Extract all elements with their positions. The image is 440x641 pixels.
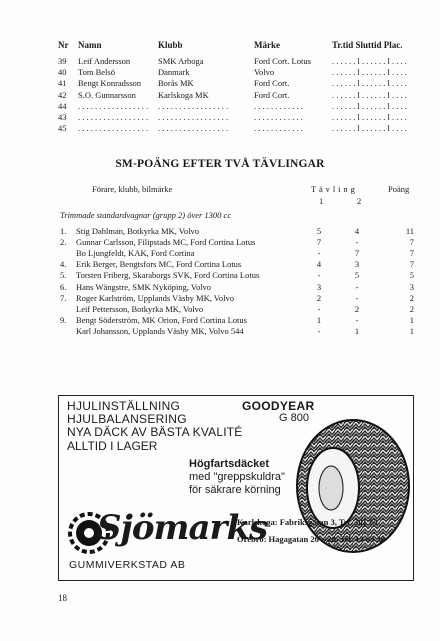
standing-race-2: 2 (354, 303, 360, 314)
standing-race-2: - (355, 281, 359, 292)
standing-race-1: 1 (316, 314, 322, 325)
standing-points: 5 (409, 270, 414, 281)
standing-driver: Gunnar Carlsson, Filipstads MC, Ford Cortina Lotus (76, 237, 256, 248)
ad-tagline-1: Högfartsdäcket (189, 458, 270, 470)
standing-driver: Hans Wängstre, SMK Nyköping, Volvo (76, 281, 212, 292)
entry-nr: 44 (58, 100, 67, 111)
entry-name: . . . . . . . . . . . . . . . . . (78, 123, 149, 134)
standing-driver: Bo Ljungfeldt, KAK, Ford Cortina (76, 248, 195, 259)
entry-club: . . . . . . . . . . . . . . . . . (158, 123, 229, 134)
standing-points: 2 (409, 303, 414, 314)
address-karlskoga: Karlskoga: Fabriksgatan 3, Tel. 301 85 (237, 517, 378, 527)
ad-tagline-3: för säkrare körning (189, 484, 281, 496)
standing-race-2: - (355, 314, 359, 325)
standing-driver: Bengt Söderström, MK Orion, Ford Cortina Lotus (76, 314, 247, 325)
ad-line-4: ALLTID I LAGER (67, 439, 158, 453)
entry-club: . . . . . . . . . . . . . . . . . (158, 112, 229, 122)
entry-nr: 41 (58, 78, 67, 89)
ad-line-3: NYA DÄCK AV BÄSTA KVALITÉ (67, 425, 243, 439)
standing-race-1: 2 (316, 292, 322, 303)
standing-points: 3 (409, 281, 414, 292)
entry-nr: 39 (58, 56, 67, 66)
standing-race-2: - (355, 292, 359, 303)
entry-make: . . . . . . . . . . . . (254, 123, 303, 134)
standing-race-1: 4 (316, 259, 322, 270)
entry-make: Ford Cort. (254, 89, 290, 100)
standing-points: 1 (409, 325, 414, 336)
ad-model: G 800 (279, 412, 309, 424)
entry-make: . . . . . . . . . . . . (254, 100, 303, 111)
standing-points: 1 (409, 314, 414, 325)
col-header-make: Märke (254, 40, 280, 50)
standing-position: 9. (60, 314, 67, 325)
entry-nr: 42 (58, 89, 67, 100)
entry-name: Bengt Konradsson (78, 78, 142, 89)
entry-times: . . . . . . l . . . . . . l . . . . (332, 112, 407, 122)
entry-times: . . . . . . l . . . . . . l . . . . (332, 56, 407, 66)
entry-name: Tom Belsö (78, 67, 115, 78)
standing-race-2: 4 (354, 226, 360, 236)
group-title: Trimmade standardvagnar (grupp 2) över 1300 cc (60, 210, 232, 220)
standing-position: 5. (60, 270, 67, 281)
standing-race-1: 3 (316, 281, 322, 292)
entry-times: . . . . . . l . . . . . . l . . . . (332, 67, 407, 78)
standing-position: 1. (60, 226, 67, 236)
standing-driver: Stig Dahlman, Botkyrka MK, Volvo (76, 226, 199, 236)
standing-race-1: - (317, 270, 321, 281)
standings-col-race-1: 1 (319, 196, 324, 206)
entry-make: Ford Cort. (254, 78, 290, 89)
standings-col-race: T ä v l i n g (311, 184, 356, 194)
entry-times: . . . . . . l . . . . . . l . . . . (332, 78, 407, 89)
col-header-times: Tr.tid Sluttid Plac. (332, 40, 403, 50)
standings-col-race-2: 2 (357, 196, 362, 206)
entry-club: Danmark (158, 67, 190, 78)
entry-club: SMK Arboga (158, 56, 204, 66)
company-logo-script: Sjömarks (97, 508, 268, 548)
col-header-club: Klubb (158, 40, 183, 50)
entry-make: Ford Cort. Lotus (254, 56, 311, 66)
standing-race-2: 3 (354, 259, 360, 270)
standing-points: 11 (405, 226, 414, 236)
standing-race-2: - (355, 237, 359, 248)
entry-club: Borås MK (158, 78, 194, 89)
standing-driver: Leif Pettersson, Botkyrka MK, Volvo (76, 303, 204, 314)
standings-col-points: Poäng (388, 184, 410, 194)
standing-race-1: 7 (316, 237, 322, 248)
entry-club: . . . . . . . . . . . . . . . . . (158, 100, 229, 111)
standing-position: 7. (60, 292, 67, 303)
company-name: GUMMIVERKSTAD AB (69, 559, 186, 571)
col-header-name: Namn (78, 40, 102, 50)
standing-driver: Erik Berger, Bengtsfors MC, Ford Cortina Lotus (76, 259, 242, 270)
page-number: 18 (58, 593, 67, 603)
entry-make: . . . . . . . . . . . . (254, 112, 303, 122)
entry-make: Volvo (254, 67, 275, 78)
ad-brand: GOODYEAR (242, 399, 315, 413)
ad-line-1: HJULINSTÄLLNING (67, 399, 181, 413)
standing-points: 7 (409, 237, 414, 248)
standing-points: 7 (409, 248, 414, 259)
standing-race-1: 5 (316, 226, 322, 236)
standing-position: 4. (60, 259, 67, 270)
entry-times: . . . . . . l . . . . . . l . . . . (332, 123, 407, 134)
standing-race-2: 7 (354, 248, 360, 259)
entry-name: . . . . . . . . . . . . . . . . . (78, 112, 149, 122)
address-orebro: Örebro: Hagagatan 26—28, Tel. 13 03 30 (237, 534, 385, 544)
entry-name: . . . . . . . . . . . . . . . . . (78, 100, 149, 111)
advertisement (58, 395, 414, 581)
standing-points: 2 (409, 292, 414, 303)
entry-times: . . . . . . l . . . . . . l . . . . (332, 89, 407, 100)
standing-driver: Roger Karlström, Upplands Väsby MK, Volvo (76, 292, 234, 303)
ad-tagline-2: med "greppskuldra" (189, 471, 285, 483)
ad-line-2: HJULBALANSERING (67, 412, 187, 426)
col-header-nr: Nr (58, 40, 69, 50)
standing-driver: Torsten Friberg, Skaraborgs SVK, Ford Cortina Lotus (76, 270, 260, 281)
entry-nr: 43 (58, 112, 67, 122)
standing-position: 2. (60, 237, 67, 248)
standing-position: 6. (60, 281, 67, 292)
standing-race-1: - (317, 303, 321, 314)
entry-times: . . . . . . l . . . . . . l . . . . (332, 100, 407, 111)
standing-race-1: - (317, 248, 321, 259)
standing-points: 7 (409, 259, 414, 270)
standing-driver: Karl Johansson, Upplands Väsby MK, Volvo 544 (76, 325, 244, 336)
standing-race-2: 5 (354, 270, 360, 281)
entry-club: Karlskoga MK (158, 89, 209, 100)
standings-col-driver: Förare, klubb, bilmärke (92, 184, 173, 194)
standings-title: SM-POÄNG EFTER TVÅ TÄVLINGAR (115, 158, 325, 170)
standing-race-1: - (317, 325, 321, 336)
entry-nr: 45 (58, 123, 67, 134)
standing-race-2: 1 (354, 325, 360, 336)
entry-nr: 40 (58, 67, 67, 78)
entry-name: Leif Andersson (78, 56, 131, 66)
entry-name: S.O. Gunnarsson (78, 89, 136, 100)
